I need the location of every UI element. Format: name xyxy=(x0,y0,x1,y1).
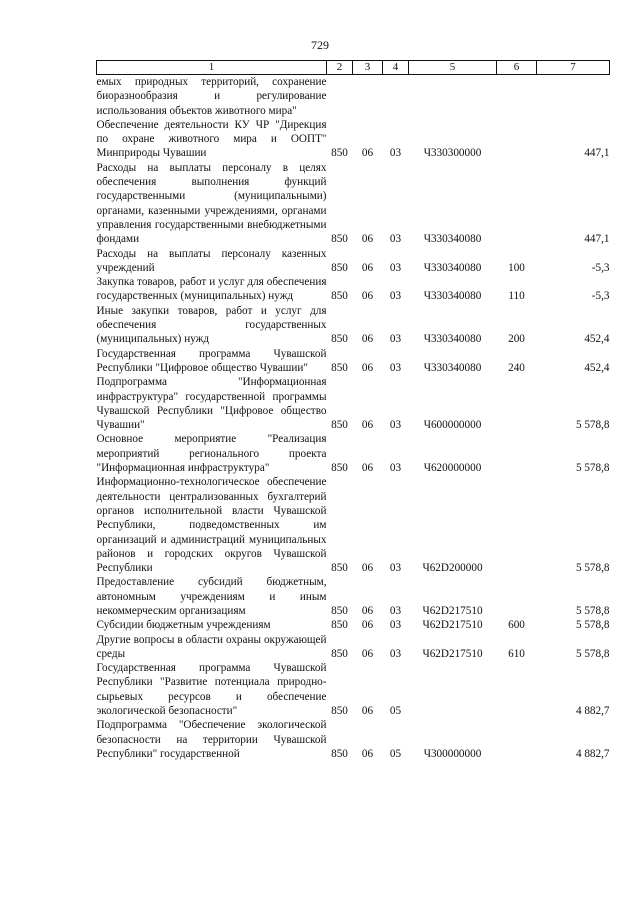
table-row xyxy=(97,347,610,376)
row-section: 06 xyxy=(361,419,374,432)
row-ministry: 850 xyxy=(331,604,348,617)
row-name: Предоставление субсидий бюджетным, автономным учреждениям и иным некоммерческим организациям xyxy=(96,576,327,617)
row-amount: 447,1 xyxy=(584,147,610,160)
row-amount: 452,4 xyxy=(584,333,610,346)
row-amount: -5,3 xyxy=(591,261,610,274)
table-row xyxy=(97,247,610,276)
table-row xyxy=(97,475,610,575)
row-subsection: 05 xyxy=(389,705,402,718)
row-amount: 452,4 xyxy=(584,361,610,374)
row-expense-type: 200 xyxy=(508,333,525,346)
row-name: Расходы на выплаты персоналу в целях обеспечения выполнения функций государственными (муниципальными) органами, казенными учреждениями, органами управления государственными внебюджетными фондами xyxy=(96,161,327,246)
row-name: емых природных территорий, сохранение биоразнообразия и регулирование использования объектов животного мира" xyxy=(96,76,327,117)
column-header: 1 xyxy=(97,61,327,75)
row-ministry xyxy=(327,75,353,118)
table-row xyxy=(97,575,610,618)
row-target-article: Ч330340080 xyxy=(423,233,482,246)
row-amount: 5 578,8 xyxy=(575,647,610,660)
column-header: 2 xyxy=(327,61,353,75)
row-subsection: 03 xyxy=(389,619,402,632)
row-target-article: Ч62D217510 xyxy=(422,619,483,632)
row-expense-type xyxy=(497,75,537,118)
row-expense-type xyxy=(497,575,537,618)
row-target-article: Ч600000000 xyxy=(423,419,482,432)
row-section xyxy=(353,75,383,118)
row-ministry: 850 xyxy=(331,647,348,660)
table-row xyxy=(97,304,610,347)
table-row xyxy=(97,75,610,118)
row-name: Закупка товаров, работ и услуг для обеспечения государственных (муниципальных) нужд xyxy=(96,276,327,303)
table-row xyxy=(97,275,610,304)
table-row xyxy=(97,718,610,761)
row-section: 06 xyxy=(361,562,374,575)
row-section: 06 xyxy=(361,361,374,374)
row-subsection: 03 xyxy=(389,647,402,660)
row-name: Другие вопросы в области охраны окружающей среды xyxy=(96,633,327,660)
table-row xyxy=(97,432,610,475)
row-name: Государственная программа Чувашской Республики "Цифровое общество Чувашии" xyxy=(96,347,327,374)
column-header: 4 xyxy=(383,61,409,75)
row-name: Обеспечение деятельности КУ ЧР "Дирекция по охране животного мира и ООПТ" Минприроды Чувашии xyxy=(96,118,327,160)
row-expense-type: 240 xyxy=(508,361,525,374)
row-amount: 5 578,8 xyxy=(575,462,610,475)
row-subsection: 03 xyxy=(389,147,402,160)
row-expense-type xyxy=(497,661,537,718)
row-subsection: 03 xyxy=(389,233,402,246)
row-expense-type xyxy=(497,375,537,432)
row-target-article: Ч62D217510 xyxy=(422,604,483,617)
row-subsection: 03 xyxy=(389,604,402,617)
row-name: Субсидии бюджетным учреждениям xyxy=(96,619,271,632)
row-name: Иные закупки товаров, работ и услуг для обеспечения государственных (муниципальных) нужд xyxy=(96,304,327,346)
row-section: 06 xyxy=(361,647,374,660)
row-amount: 4 882,7 xyxy=(575,747,610,760)
row-section: 06 xyxy=(361,462,374,475)
row-expense-type xyxy=(497,118,537,161)
row-ministry: 850 xyxy=(331,147,348,160)
table-row xyxy=(97,118,610,161)
row-target-article: Ч330340080 xyxy=(423,333,482,346)
row-amount: 5 578,8 xyxy=(575,619,610,632)
row-amount xyxy=(537,75,610,118)
row-subsection: 05 xyxy=(389,747,402,760)
table-row xyxy=(97,661,610,718)
row-expense-type: 100 xyxy=(508,261,525,274)
row-expense-type: 610 xyxy=(508,647,525,660)
row-amount: 5 578,8 xyxy=(575,419,610,432)
row-amount: 447,1 xyxy=(584,233,610,246)
row-subsection: 03 xyxy=(389,562,402,575)
row-name: Подпрограмма "Информационная инфраструктура" государственной программы Чувашской Республики "Цифровое общество Чувашии" xyxy=(96,376,327,432)
table-row xyxy=(97,633,610,662)
row-name: Информационно-технологическое обеспечение деятельности централизованных бухгалтерий органов исполнительной власти Чувашской Республики, подведомственных им организаций и администраций муниципальных районов и городских округов Чувашской Республики xyxy=(96,476,327,575)
row-section: 06 xyxy=(361,261,374,274)
row-subsection: 03 xyxy=(389,261,402,274)
row-target-article xyxy=(409,661,497,718)
row-section: 06 xyxy=(361,619,374,632)
row-target-article: Ч330300000 xyxy=(423,147,482,160)
row-expense-type: 110 xyxy=(508,290,525,303)
row-name: Основное мероприятие "Реализация мероприятий регионального проекта "Информационная инфраструктура" xyxy=(96,433,327,475)
row-amount: -5,3 xyxy=(591,290,610,303)
row-subsection: 03 xyxy=(389,361,402,374)
row-target-article: Ч330340080 xyxy=(423,290,482,303)
page-number: 729 xyxy=(311,38,329,52)
row-ministry: 850 xyxy=(331,462,348,475)
row-target-article: Ч300000000 xyxy=(423,747,482,760)
row-target-article: Ч620000000 xyxy=(423,462,482,475)
row-expense-type: 600 xyxy=(508,619,525,632)
row-subsection: 03 xyxy=(389,333,402,346)
row-subsection xyxy=(383,75,409,118)
row-amount: 5 578,8 xyxy=(575,604,610,617)
row-subsection: 03 xyxy=(389,462,402,475)
row-ministry: 850 xyxy=(331,419,348,432)
row-ministry: 850 xyxy=(331,619,348,632)
row-name: Расходы на выплаты персоналу казенных учреждений xyxy=(96,247,327,274)
row-ministry: 850 xyxy=(331,747,348,760)
row-name: Государственная программа Чувашской Республики "Развитие потенциала природно-сырьевых ресурсов и обеспечение экологической безопасности" xyxy=(96,662,327,718)
row-expense-type xyxy=(497,475,537,575)
row-target-article: Ч330340080 xyxy=(423,361,482,374)
row-section: 06 xyxy=(361,147,374,160)
row-amount: 4 882,7 xyxy=(575,705,610,718)
row-ministry: 850 xyxy=(331,233,348,246)
row-target-article: Ч330340080 xyxy=(423,261,482,274)
row-expense-type xyxy=(497,161,537,247)
table-row xyxy=(97,618,610,632)
budget-table xyxy=(96,60,610,761)
row-ministry: 850 xyxy=(331,705,348,718)
row-section: 06 xyxy=(361,233,374,246)
column-header: 3 xyxy=(353,61,383,75)
column-header: 6 xyxy=(497,61,537,75)
row-amount: 5 578,8 xyxy=(575,562,610,575)
row-expense-type xyxy=(497,432,537,475)
row-expense-type xyxy=(497,718,537,761)
row-section: 06 xyxy=(361,604,374,617)
row-section: 06 xyxy=(361,705,374,718)
row-ministry: 850 xyxy=(331,333,348,346)
row-ministry: 850 xyxy=(331,261,348,274)
row-subsection: 03 xyxy=(389,290,402,303)
row-section: 06 xyxy=(361,747,374,760)
row-section: 06 xyxy=(361,290,374,303)
table-row xyxy=(97,161,610,247)
table-header-row xyxy=(97,61,610,75)
row-subsection: 03 xyxy=(389,419,402,432)
column-header: 7 xyxy=(537,61,610,75)
row-target-article xyxy=(409,75,497,118)
table-row xyxy=(97,375,610,432)
row-section: 06 xyxy=(361,333,374,346)
row-target-article: Ч62D217510 xyxy=(422,647,483,660)
row-target-article: Ч62D200000 xyxy=(422,562,483,575)
row-ministry: 850 xyxy=(331,290,348,303)
row-ministry: 850 xyxy=(331,562,348,575)
row-ministry: 850 xyxy=(331,361,348,374)
column-header: 5 xyxy=(409,61,497,75)
row-name: Подпрограмма "Обеспечение экологической безопасности на территории Чувашской Республики" государственной xyxy=(96,719,327,760)
